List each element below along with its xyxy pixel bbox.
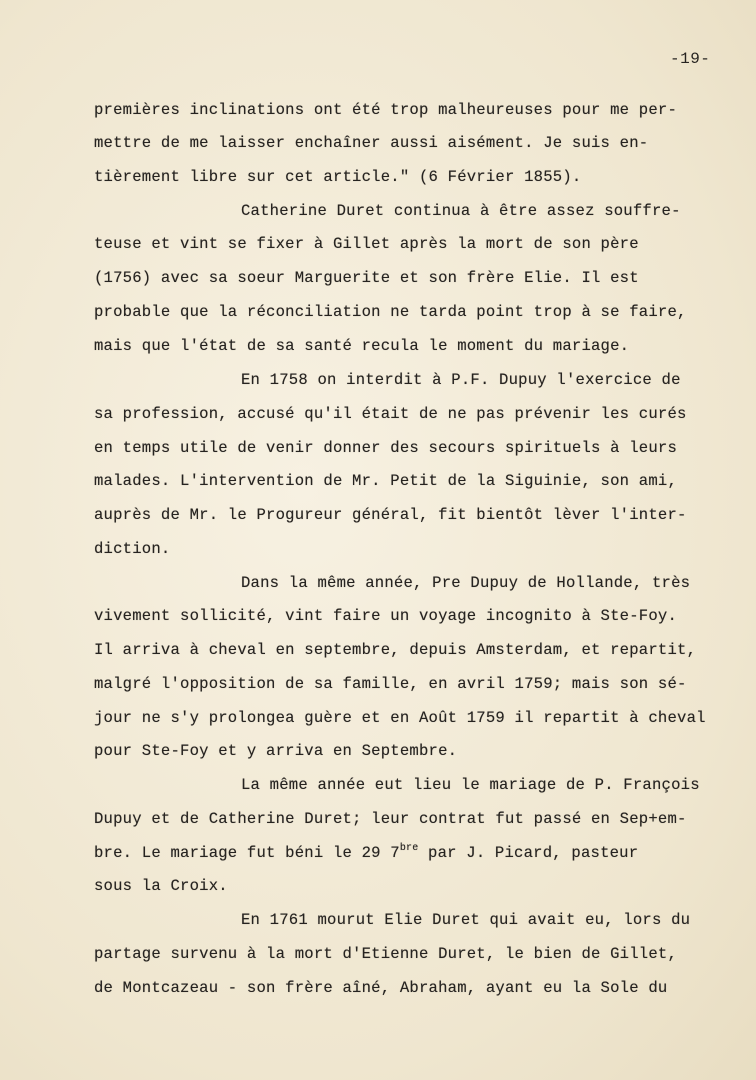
text-line: diction. [94,540,171,558]
text-line: Il arriva à cheval en septembre, depuis Amsterdam, et repartit, [94,641,697,659]
text-segment: bre. Le mariage fut béni le 29 7 [94,844,400,862]
text-line: Dupuy et de Catherine Duret; leur contrat fut passé en Sep+em- [94,810,687,828]
paragraph-start-line: En 1761 mourut Elie Duret qui avait eu, lors du [241,911,691,929]
text-line: (1756) avec sa soeur Marguerite et son frère Elie. Il est [94,269,639,287]
text-line: teuse et vint se fixer à Gillet après la mort de son père [94,235,639,253]
text-line: tièrement libre sur cet article." (6 Février 1855). [94,168,582,186]
superscript-abbrev: bre [399,843,419,854]
text-line: en temps utile de venir donner des secours spirituels à leurs [94,439,678,457]
paragraph-start-line: Catherine Duret continua à être assez souffre- [241,202,681,220]
text-line: sa profession, accusé qu'il était de ne pas prévenir les curés [94,405,687,423]
text-line: mais que l'état de sa santé recula le moment du mariage. [94,337,630,355]
paragraph-start-line: En 1758 on interdit à P.F. Dupuy l'exercice de [241,371,681,389]
text-line: malgré l'opposition de sa famille, en avril 1759; mais son sé- [94,675,687,693]
text-line: de Montcazeau - son frère aîné, Abraham, ayant eu la Sole du [94,979,668,997]
text-line: jour ne s'y prolongea guère et en Août 1759 il repartit à cheval [94,709,706,727]
text-line: vivement sollicité, vint faire un voyage incognito à Ste-Foy. [94,607,678,625]
text-line: premières inclinations ont été trop malheureuses pour me per- [94,101,678,119]
text-line: probable que la réconciliation ne tarda point trop à se faire, [94,303,687,321]
paragraph-start-line: La même année eut lieu le mariage de P. François [241,776,700,794]
paragraph-start-line: Dans la même année, Pre Dupuy de Hollande, très [241,574,691,592]
text-line: partage survenu à la mort d'Etienne Duret, le bien de Gillet, [94,945,678,963]
text-line: mettre de me laisser enchaîner aussi aisément. Je suis en- [94,134,649,152]
text-segment: par J. Picard, pasteur [418,844,639,862]
page-number: -19- [670,50,711,68]
text-line: auprès de Mr. le Progureur général, fit bientôt lèver l'inter- [94,506,687,524]
text-line-with-superscript [94,844,638,862]
text-line: sous la Croix. [94,877,228,895]
text-line: pour Ste-Foy et y arriva en Septembre. [94,742,458,760]
text-line: malades. L'intervention de Mr. Petit de la Siguinie, son ami, [94,472,678,490]
